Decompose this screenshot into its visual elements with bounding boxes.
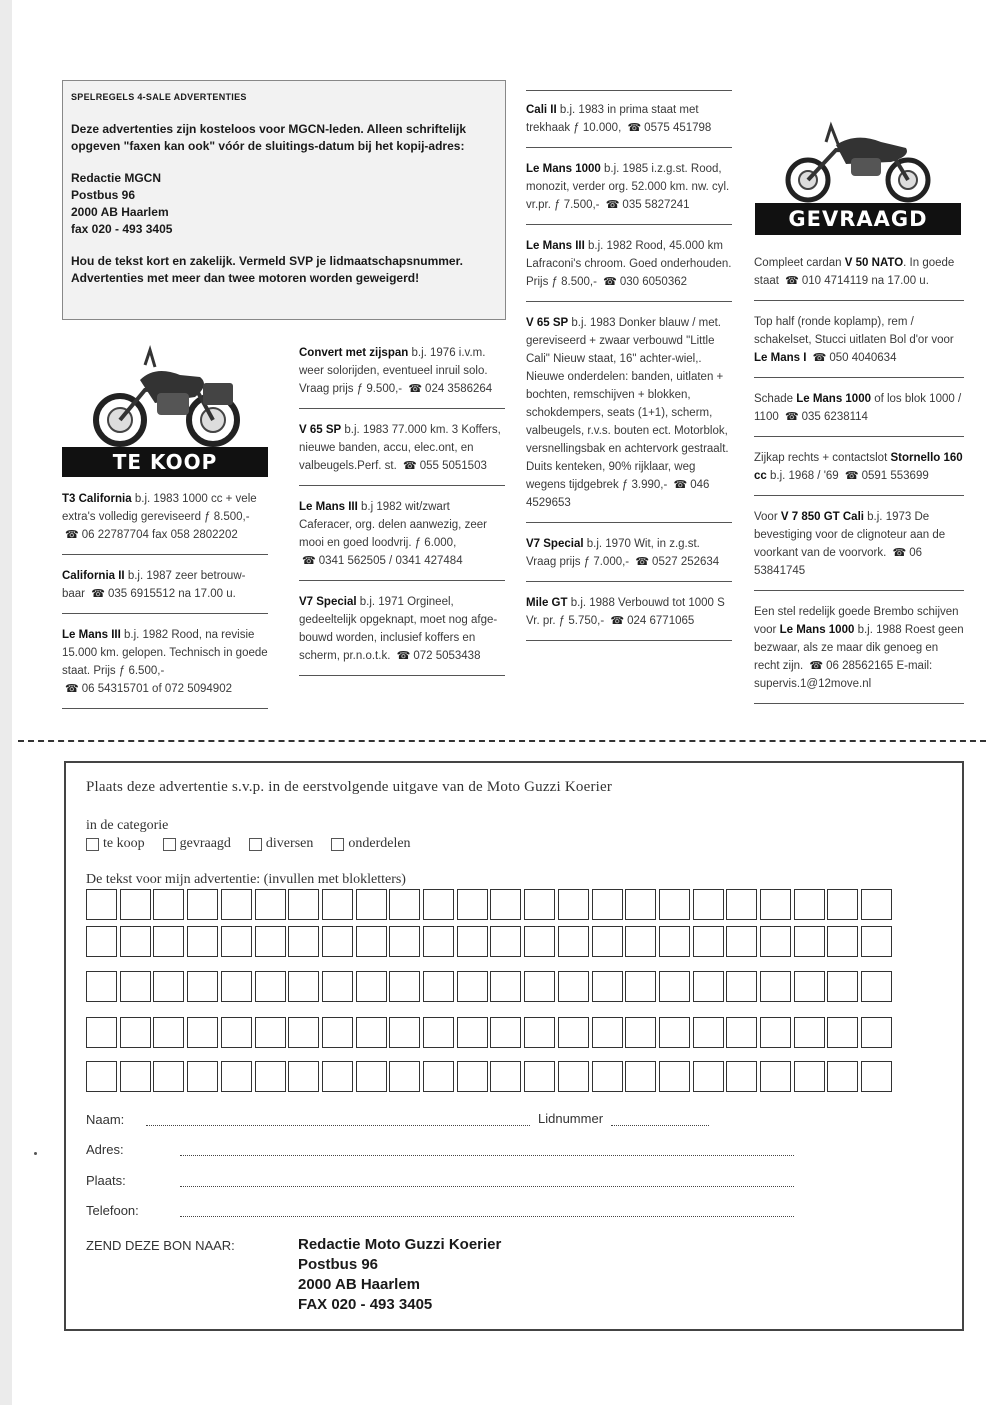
ad-item — [754, 309, 964, 378]
motorcycle-illustration — [85, 345, 250, 450]
rules-title: SPELREGELS 4-SALE ADVERTENTIES — [71, 92, 247, 102]
ad-text: Een stel redelijk goede Brembo schijven voor — [754, 606, 959, 636]
ad-phone: 024 3586264 — [425, 383, 493, 395]
letter-cell[interactable] — [457, 971, 488, 1002]
phone-icon: ☎ — [673, 479, 688, 491]
category-onderdelen[interactable] — [331, 836, 410, 852]
ad-text: Compleet cardan — [754, 257, 845, 269]
letter-cell[interactable] — [423, 926, 454, 957]
rules-address-line: 2000 AB Haarlem — [71, 205, 169, 219]
letter-cell[interactable] — [153, 889, 184, 920]
letter-cell[interactable] — [221, 889, 252, 920]
ad-phone: 06 28562165 E-mail: supervis.1@12move.nl — [754, 660, 933, 690]
letter-cell[interactable] — [558, 926, 589, 957]
letter-cell[interactable] — [827, 889, 858, 920]
ads-column-te-koop-1 — [62, 486, 268, 717]
ad-text: Top half (ronde koplamp), rem / schakelset, Stucci uitlaten Bol d'or voor — [754, 316, 954, 346]
letter-cell[interactable] — [726, 1061, 757, 1092]
letter-cell[interactable] — [659, 1017, 690, 1048]
ad-title: V7 Special — [526, 538, 584, 550]
letter-cell[interactable] — [221, 971, 252, 1002]
letter-cell[interactable] — [592, 971, 623, 1002]
rules-intro: Deze advertenties zijn kosteloos voor MGCN-leden. Alleen schriftelijk opgeven "faxen kan ook" vóór de sluitings-datum bij het kopij-adres: — [71, 122, 466, 153]
letter-cell[interactable] — [490, 1061, 521, 1092]
letter-cell[interactable] — [794, 971, 825, 1002]
ad-phone: 06 53841745 — [754, 547, 923, 577]
letter-cell[interactable] — [693, 971, 724, 1002]
checkbox[interactable] — [249, 838, 262, 851]
letter-cell[interactable] — [86, 971, 117, 1002]
letter-cell[interactable] — [221, 1017, 252, 1048]
rules-note: Hou de tekst kort en zakelijk. Vermeld SVP je lidmaatschapsnummer. Advertenties met meer dan twee motoren worden geweigerd! — [71, 254, 463, 285]
ad-item — [526, 590, 732, 641]
letter-cell[interactable] — [827, 1017, 858, 1048]
letter-cell[interactable] — [693, 1061, 724, 1092]
ad-text: b.j. 1968 / '69 — [766, 470, 839, 482]
rules-address-line: fax 020 - 493 3405 — [71, 222, 173, 236]
ad-phone: 024 6771065 — [627, 615, 695, 627]
letter-cell[interactable] — [288, 1061, 319, 1092]
phone-icon: ☎ — [785, 275, 799, 287]
letter-cell[interactable] — [760, 971, 791, 1002]
letter-cell[interactable] — [524, 1017, 555, 1048]
rules-address — [71, 170, 497, 238]
letter-cell[interactable] — [86, 1017, 117, 1048]
phone-icon: ☎ — [91, 588, 105, 600]
ads-column-gevraagd — [754, 250, 964, 712]
letter-cell[interactable] — [659, 889, 690, 920]
letter-cell[interactable] — [625, 889, 656, 920]
send-address-line: Postbus 96 — [298, 1256, 379, 1273]
ad-title: V 50 NATO — [844, 257, 904, 269]
divider — [526, 90, 732, 91]
phone-icon: ☎ — [635, 556, 650, 568]
category-diversen[interactable] — [249, 836, 313, 852]
ad-title: Le Mans 1000 — [796, 393, 871, 405]
letter-cell[interactable] — [153, 971, 184, 1002]
letter-cell[interactable] — [255, 1017, 286, 1048]
ad-item — [754, 504, 964, 591]
category-option-label: diversen — [265, 836, 314, 851]
ad-text: b.j. 1983 1000 cc + vele extra's volledig gereviseerd ƒ 8.500,- — [62, 493, 257, 523]
letter-cell[interactable] — [457, 926, 488, 957]
rules-address-line: Postbus 96 — [71, 188, 136, 202]
naam-field[interactable] — [146, 1125, 530, 1126]
letter-cell[interactable] — [288, 889, 319, 920]
phone-icon: ☎ — [396, 650, 411, 662]
letter-cell[interactable] — [120, 1017, 151, 1048]
letter-cell[interactable] — [760, 926, 791, 957]
ad-title: Le Mans III — [62, 629, 121, 641]
rules-box — [62, 80, 506, 320]
ad-text: b.j. 1985 i.z.g.st. Rood, monozit, verder org. 52.000 km. nw. cyl. vr.pr. ƒ 7.500,- — [526, 163, 730, 211]
adres-field[interactable] — [180, 1155, 794, 1156]
letter-cell[interactable] — [625, 926, 656, 957]
ad-item — [526, 531, 732, 582]
letter-cell[interactable] — [625, 1061, 656, 1092]
ad-text: of los blok 1000 / 1100 — [754, 393, 962, 423]
phone-icon: ☎ — [408, 383, 423, 395]
print-mark — [34, 1152, 37, 1155]
letter-cell[interactable] — [726, 889, 757, 920]
letter-cell[interactable] — [592, 926, 623, 957]
letter-cell[interactable] — [726, 926, 757, 957]
letter-cell[interactable] — [726, 971, 757, 1002]
letter-cell[interactable] — [592, 1017, 623, 1048]
ad-title: Le Mans I — [754, 352, 807, 364]
ad-text: b.j. 1983 Donker blauw / met. gereviseerd + zwaar verbouwd "Little Cali" Nieuw staat, 16" achter-wiel,. Nieuwe onderdelen: banden, uitlaten + bochten, remschijven + blokken, schokdempers, seats (1+1), scherm, valbeugels, r.v.s. bouten ect. Motorblok, versnellingsbak en achtervork gestraalt. Duits kenteken, 90% rijklaar, weg wegens tijdgebrek ƒ 3.990,- — [526, 317, 729, 491]
ad-phone: 055 5051503 — [419, 460, 487, 472]
letter-cell[interactable] — [389, 889, 420, 920]
letter-cell[interactable] — [389, 971, 420, 1002]
ad-text: b.j. 1988 Verbouwd tot 1000 S Vr. pr. ƒ 5.750,- — [526, 597, 725, 627]
letter-cell[interactable] — [457, 889, 488, 920]
letter-cell[interactable] — [120, 889, 151, 920]
phone-icon: ☎ — [809, 660, 824, 672]
letter-cell[interactable] — [356, 971, 387, 1002]
ad-phone: 0591 553699 — [861, 470, 929, 482]
ad-text: Voor — [754, 511, 781, 523]
letter-cell[interactable] — [861, 889, 892, 920]
letter-cell[interactable] — [288, 926, 319, 957]
phone-icon: ☎ — [65, 529, 79, 541]
letter-cell[interactable] — [389, 1017, 420, 1048]
motorcycle-illustration — [776, 120, 941, 205]
letter-cell[interactable] — [153, 1061, 184, 1092]
letter-cell[interactable] — [356, 926, 387, 957]
letter-cell[interactable] — [592, 889, 623, 920]
ad-item — [526, 233, 732, 302]
letter-cell[interactable] — [356, 1061, 387, 1092]
ad-phone: 010 4714119 na 17.00 u. — [801, 275, 929, 287]
ad-text: b.j. 1982 Rood, na revisie 15.000 km. gelopen. Technisch in goede staat. Prijs ƒ 6.500,- — [62, 629, 268, 677]
letter-cell[interactable] — [827, 971, 858, 1002]
letter-cell[interactable] — [558, 1061, 589, 1092]
ad-phone: 035 6915512 na 17.00 u. — [107, 588, 236, 600]
letter-cell[interactable] — [558, 971, 589, 1002]
letter-cell[interactable] — [322, 926, 353, 957]
letter-cell[interactable] — [423, 1061, 454, 1092]
letter-cell[interactable] — [322, 971, 353, 1002]
checkbox[interactable] — [86, 838, 99, 851]
ad-text: b.j. 1973 De bevestiging voor de clignoteur aan de voorkant van de voorvork. — [754, 511, 946, 559]
telefoon-field[interactable] — [180, 1216, 794, 1217]
letter-cell[interactable] — [490, 971, 521, 1002]
send-address — [298, 1235, 501, 1315]
ad-title: California II — [62, 570, 125, 582]
ad-text: b.j. 1988 Roest geen bezwaar, als ze maar dik genoeg en recht zijn. — [754, 624, 964, 672]
letter-cell[interactable] — [187, 926, 218, 957]
letter-cell[interactable] — [255, 889, 286, 920]
letter-cell[interactable] — [861, 1017, 892, 1048]
letter-cell[interactable] — [255, 926, 286, 957]
letter-cell[interactable] — [120, 971, 151, 1002]
ad-item — [526, 156, 732, 225]
letter-cell[interactable] — [861, 1061, 892, 1092]
ad-text-label: De tekst voor mijn advertentie: (invullen met blokletters) — [86, 872, 406, 887]
letter-cell[interactable] — [457, 1061, 488, 1092]
ad-phone: 035 6238114 — [801, 411, 868, 423]
letter-cell[interactable] — [86, 1061, 117, 1092]
ad-item — [299, 417, 505, 486]
letter-cell[interactable] — [659, 971, 690, 1002]
letter-cell[interactable] — [423, 889, 454, 920]
letter-cell[interactable] — [524, 971, 555, 1002]
letter-cell[interactable] — [524, 1061, 555, 1092]
ad-item — [526, 310, 732, 523]
ads-column-te-koop-2 — [299, 340, 505, 684]
letter-cell[interactable] — [288, 971, 319, 1002]
letter-cell[interactable] — [794, 1017, 825, 1048]
checkbox[interactable] — [163, 838, 176, 851]
category-option-label: gevraagd — [179, 836, 231, 851]
ad-text: b.j. 1983 in prima staat met trekhaak ƒ 10.000, — [526, 104, 699, 134]
letter-cell[interactable] — [153, 926, 184, 957]
ad-submission-form — [64, 761, 964, 1331]
letter-cell[interactable] — [221, 1061, 252, 1092]
category-te-koop[interactable] — [86, 836, 145, 852]
naam-label: Naam: — [86, 1112, 125, 1127]
letter-cell[interactable] — [120, 926, 151, 957]
gevraagd-banner: GEVRAAGD — [755, 203, 961, 235]
letter-cell[interactable] — [625, 971, 656, 1002]
letter-cell[interactable] — [827, 1061, 858, 1092]
letter-cell[interactable] — [726, 1017, 757, 1048]
letter-cell[interactable] — [693, 889, 724, 920]
ad-text: b.j. 1970 Wit, in z.g.st. Vraag prijs ƒ 7.000,- — [526, 538, 700, 568]
ad-phone: 0575 451798 — [644, 122, 712, 134]
send-label: ZEND DEZE BON NAAR: — [86, 1238, 235, 1253]
ad-title: T3 California — [62, 493, 132, 505]
ad-phone: 046 4529653 — [526, 479, 710, 509]
letter-cell[interactable] — [524, 926, 555, 957]
ad-item — [754, 386, 964, 437]
letter-cell[interactable] — [153, 1017, 184, 1048]
ad-text: b.j. 1976 i.v.m. weer solorijden, eventueel inruil solo. Vraag prijs ƒ 9.500,- — [299, 347, 488, 395]
letter-cell[interactable] — [659, 1061, 690, 1092]
ad-item — [526, 97, 732, 148]
category-option-label: te koop — [103, 836, 145, 851]
phone-icon: ☎ — [65, 683, 79, 695]
phone-icon: ☎ — [892, 547, 907, 559]
phone-icon: ☎ — [603, 276, 617, 288]
checkbox[interactable] — [331, 838, 344, 851]
phone-icon: ☎ — [844, 470, 859, 482]
ad-item — [62, 563, 268, 614]
letter-cell[interactable] — [760, 1017, 791, 1048]
letter-cell[interactable] — [322, 1017, 353, 1048]
letter-cell[interactable] — [389, 1061, 420, 1092]
letter-cell[interactable] — [659, 926, 690, 957]
ad-title: V 65 SP — [526, 317, 569, 329]
ad-title: V 7 850 GT Cali — [780, 511, 864, 523]
rules-address-line: Redactie MGCN — [71, 171, 162, 185]
letter-cell[interactable] — [693, 1017, 724, 1048]
ad-item — [754, 250, 964, 301]
form-instruction: Plaats deze advertentie s.v.p. in de eerstvolgende uitgave van de Moto Guzzi Koerier — [86, 779, 613, 795]
ad-title: Le Mans III — [299, 501, 358, 513]
letter-cell[interactable] — [86, 889, 117, 920]
letter-cell[interactable] — [861, 971, 892, 1002]
letter-cell[interactable] — [86, 926, 117, 957]
letter-cell[interactable] — [187, 1061, 218, 1092]
ad-title: Le Mans 1000 — [526, 163, 601, 175]
letter-grid — [86, 889, 896, 1099]
ad-title: Mile GT — [526, 597, 568, 609]
adres-label: Adres: — [86, 1142, 124, 1157]
category-options — [86, 836, 411, 852]
ad-title: Cali II — [526, 104, 557, 116]
letter-cell[interactable] — [322, 1061, 353, 1092]
send-address-line: FAX 020 - 493 3405 — [298, 1296, 433, 1313]
letter-cell[interactable] — [187, 889, 218, 920]
send-address-line: Redactie Moto Guzzi Koerier — [298, 1236, 502, 1253]
letter-cell[interactable] — [356, 1017, 387, 1048]
ad-title: Le Mans III — [526, 240, 585, 252]
letter-cell[interactable] — [861, 926, 892, 957]
letter-cell[interactable] — [693, 926, 724, 957]
ad-text: Schade — [754, 393, 797, 405]
phone-icon: ☎ — [403, 460, 417, 472]
letter-cell[interactable] — [187, 1017, 218, 1048]
ad-phone: 030 6050362 — [619, 276, 688, 288]
ad-text: b.j 1982 wit/zwart Caferacer, org. delen aanwezig, zeer mooi en goed loodvrij. ƒ 6.000, — [299, 501, 487, 549]
ad-phone: 050 4040634 — [829, 352, 897, 364]
ad-title: Stornello 160 cc — [754, 452, 963, 482]
ad-phone: 0527 252634 — [652, 556, 720, 568]
ad-text: . In goede staat — [754, 257, 955, 287]
letter-cell[interactable] — [120, 1061, 151, 1092]
page-edge — [0, 0, 12, 1405]
ad-title: Convert met zijspan — [299, 347, 409, 359]
category-gevraagd[interactable] — [163, 836, 231, 852]
phone-icon: ☎ — [610, 615, 625, 627]
lidnummer-label: Lidnummer — [538, 1111, 604, 1126]
letter-cell[interactable] — [794, 889, 825, 920]
ad-item — [299, 494, 505, 581]
letter-cell[interactable] — [490, 926, 521, 957]
ad-title: V 65 SP — [299, 424, 342, 436]
lidnummer-field[interactable] — [611, 1125, 709, 1126]
ad-item — [299, 589, 505, 676]
letter-cell[interactable] — [187, 971, 218, 1002]
phone-icon: ☎ — [302, 555, 316, 567]
ad-title: V7 Special — [299, 596, 357, 608]
ads-column-te-koop-3 — [526, 90, 732, 649]
letter-cell[interactable] — [288, 1017, 319, 1048]
letter-cell[interactable] — [794, 1061, 825, 1092]
category-label: in de categorie — [86, 818, 169, 833]
ad-text: b.j. 1987 zeer betrouw-baar — [62, 570, 246, 600]
phone-icon: ☎ — [812, 352, 827, 364]
ad-text: b.j. 1971 Orgineel, gedeeltelijk opgeknapt, moet nog afge-bouwd worden, inclusief koffers en scherm, pr.n.o.t.k. — [299, 596, 498, 662]
ad-text: Zijkap rechts + contactslot — [754, 452, 891, 464]
phone-icon: ☎ — [784, 411, 799, 423]
letter-cell[interactable] — [592, 1061, 623, 1092]
letter-cell[interactable] — [356, 889, 387, 920]
ad-phone: 06 54315701 of 072 5094902 — [81, 683, 232, 695]
letter-cell[interactable] — [490, 1017, 521, 1048]
letter-cell[interactable] — [760, 889, 791, 920]
letter-cell[interactable] — [389, 926, 420, 957]
letter-cell[interactable] — [490, 889, 521, 920]
letter-cell[interactable] — [760, 1061, 791, 1092]
letter-cell[interactable] — [423, 971, 454, 1002]
ad-title: Le Mans 1000 — [779, 624, 855, 636]
telefoon-label: Telefoon: — [86, 1203, 139, 1218]
ad-phone: 06 22787704 fax 058 2802202 — [81, 529, 238, 541]
letter-cell[interactable] — [255, 1061, 286, 1092]
letter-cell[interactable] — [524, 889, 555, 920]
letter-cell[interactable] — [221, 926, 252, 957]
ad-item — [62, 486, 268, 555]
plaats-label: Plaats: — [86, 1173, 126, 1188]
letter-cell[interactable] — [625, 1017, 656, 1048]
plaats-field[interactable] — [180, 1186, 794, 1187]
letter-cell[interactable] — [423, 1017, 454, 1048]
ad-item — [754, 445, 964, 496]
ad-phone: 035 5827241 — [622, 199, 690, 211]
send-address-line: 2000 AB Haarlem — [298, 1276, 421, 1293]
te-koop-banner: TE KOOP — [62, 447, 268, 477]
phone-icon: ☎ — [605, 199, 620, 211]
ad-text: b.j. 1983 77.000 km. 3 Koffers, nieuwe banden, accu, elec.ont, en valbeugels.Perf. st. — [299, 424, 501, 472]
category-option-label: onderdelen — [348, 836, 411, 851]
ad-phone: 072 5053438 — [413, 650, 481, 662]
ad-item — [62, 622, 268, 709]
letter-cell[interactable] — [457, 1017, 488, 1048]
letter-cell[interactable] — [827, 926, 858, 957]
letter-cell[interactable] — [255, 971, 286, 1002]
ad-item — [754, 599, 964, 704]
letter-cell[interactable] — [322, 889, 353, 920]
letter-cell[interactable] — [558, 1017, 589, 1048]
letter-cell[interactable] — [558, 889, 589, 920]
ad-item — [299, 340, 505, 409]
ad-phone: 0341 562505 / 0341 427484 — [318, 555, 463, 567]
ad-text: b.j. 1982 Rood, 45.000 km Lafraconi's chroom. Goed onderhouden. Prijs ƒ 8.500,- — [526, 240, 732, 288]
phone-icon: ☎ — [627, 122, 642, 134]
cut-line — [18, 740, 986, 742]
letter-cell[interactable] — [794, 926, 825, 957]
